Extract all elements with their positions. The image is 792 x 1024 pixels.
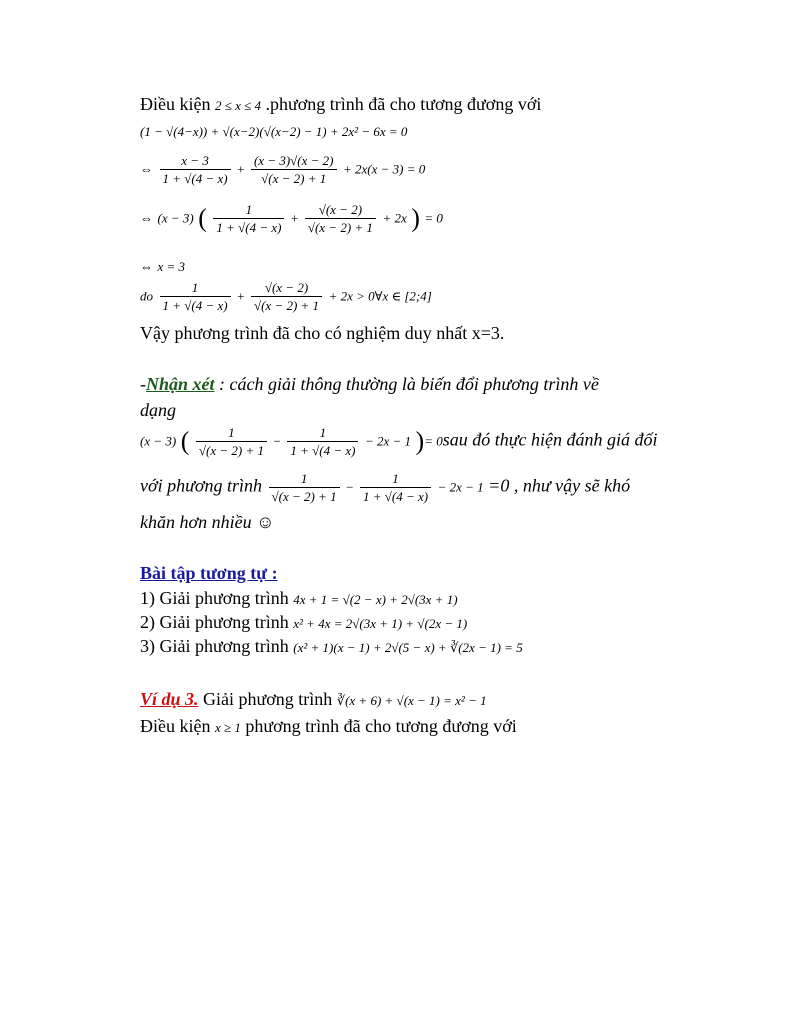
fraction [196, 424, 267, 459]
numerator: 1 [360, 470, 431, 488]
numerator: 1 [213, 201, 284, 219]
equation-tail: + 2x(x − 3) = 0 [343, 161, 426, 177]
denominator: √(x − 2) + 1 [253, 298, 320, 313]
fraction [251, 279, 322, 314]
note-line-1 [140, 374, 599, 395]
equation-end: = 0 [424, 210, 443, 226]
equation-tail: + 2x > 0∀x ∈ [2;4] [328, 288, 432, 304]
note-text: sau đó thực hiện đánh giá đối [442, 429, 658, 450]
do-label: do [140, 288, 153, 304]
equation-4 [140, 255, 185, 276]
note-equation-2: với phương trình $\frac{1}{√(x - 2) + 1}$ − $\frac{1}{1 + √(4 - x)}$ − 2x − 1 =0 , như vậy sẽ khó [140, 471, 631, 504]
numerator: x − 3 [160, 152, 231, 170]
equation-3: ⇔ (x − 3) ( $\frac{1}{1 + √(4 - x)}$ + $\frac{√(x - 2)}{√(x - 2) + 1}$ + 2x ) = 0 [140, 202, 443, 235]
exercise-math: 4x + 1 = √(2 − x) + 2√(3x + 1) [293, 592, 458, 607]
numerator: 1 [160, 279, 231, 297]
condition-math: 2 ≤ x ≤ 4 [214, 98, 262, 113]
denominator: √(x − 2) + 1 [198, 443, 264, 458]
example-condition [140, 716, 517, 737]
example-text: Giải phương trình [203, 689, 333, 709]
fraction [213, 201, 284, 236]
exercises-title: Bài tập tương tự : [140, 563, 278, 583]
denominator: 1 + √(4 − x) [162, 171, 228, 186]
numerator: √(x − 2) [251, 279, 322, 297]
exercise-math: (x² + 1)(x − 1) + 2√(5 − x) + ∛(2x − 1) = 5 [293, 640, 523, 655]
conclusion: Vậy phương trình đã cho có nghiệm duy nhất x=3. [140, 323, 505, 343]
equation-1: (1 − √(4−x)) + √(x−2)(√(x−2) − 1) + 2x² − 6x = 0 [140, 124, 408, 139]
condition-text: phương trình đã cho tương đương với [245, 716, 517, 736]
numerator: (x − 3)√(x − 2) [251, 152, 337, 170]
equation-tail: + 2x [382, 210, 407, 226]
solution-math: x = 3 [157, 259, 186, 274]
example-math: ∛(x + 6) + √(x − 1) = x² − 1 [336, 693, 487, 708]
fraction [251, 152, 337, 187]
fraction [360, 470, 431, 505]
factor: (x − 3) [140, 433, 177, 449]
equiv-arrow: ⇔ [140, 161, 153, 177]
example-3 [140, 689, 487, 710]
denominator: √(x − 2) + 1 [307, 220, 373, 235]
denominator: 1 + √(4 − x) [216, 220, 282, 235]
note-line-end: khăn hơn nhiều ☺ [140, 512, 275, 532]
numerator: 1 [196, 424, 267, 442]
fraction [269, 470, 340, 505]
note-line-2: dạng [140, 400, 176, 420]
equation-tail: − 2x − 1 [364, 433, 412, 449]
exercise-item [140, 612, 467, 633]
equiv-arrow: ⇔ [140, 259, 153, 274]
denominator: 1 + √(4 − x) [290, 443, 356, 458]
note-dash: - [140, 374, 146, 394]
equation-tail: − 2x − 1 [437, 479, 484, 495]
fraction [305, 201, 376, 236]
note-text: =0 , như vậy sẽ khó [488, 475, 631, 496]
exercise-item [140, 636, 523, 657]
note-equation: (x − 3) ( $\frac{1}{√(x - 2) + 1}$ − $\frac{1}{1 + √(4 - x)}$ − 2x − 1 )= 0sau đó thực hiện đánh giá đối [140, 425, 658, 458]
equation-5: do $\frac{1}{1 + √(4 - x)}$ + $\frac{√(x - 2)}{√(x - 2) + 1}$ + 2x > 0∀x ∈ [2;4] [140, 280, 432, 313]
example-heading: Ví dụ 3. [140, 689, 199, 709]
fraction [160, 279, 231, 314]
fraction [287, 424, 358, 459]
denominator: √(x − 2) + 1 [261, 171, 327, 186]
condition-math: x ≥ 1 [214, 720, 241, 735]
condition-label: Điều kiện [140, 94, 211, 114]
exercise-label: 1) Giải phương trình [140, 588, 289, 608]
fraction [160, 152, 231, 187]
numerator: 1 [287, 424, 358, 442]
numerator: √(x − 2) [305, 201, 376, 219]
denominator: 1 + √(4 − x) [362, 489, 429, 504]
numerator: 1 [269, 470, 340, 488]
factor: (x − 3) [157, 210, 194, 226]
condition-line [140, 94, 541, 115]
equation-end: = 0 [424, 433, 443, 449]
note-heading: Nhận xét [146, 374, 215, 394]
condition-label: Điều kiện [140, 716, 211, 736]
exercises-heading [140, 563, 278, 584]
exercise-math: x² + 4x = 2√(3x + 1) + √(2x − 1) [293, 616, 468, 631]
note-text: với phương trình [140, 475, 263, 496]
exercise-item [140, 588, 458, 609]
equiv-arrow: ⇔ [140, 210, 153, 226]
denominator: √(x − 2) + 1 [271, 489, 337, 504]
condition-text: .phương trình đã cho tương đương với [265, 94, 542, 114]
equation-2: ⇔ $\frac{x - 3}{1 + √(4 - x)}$ + $\frac{(x - 3)√(x - 2)}{√(x - 2) + 1}$ + 2x(x − 3) = 0 [140, 153, 426, 186]
denominator: 1 + √(4 − x) [162, 298, 228, 313]
exercise-label: 2) Giải phương trình [140, 612, 289, 632]
note-text: : cách giải thông thường là biến đổi phương trình về [219, 374, 599, 394]
exercise-label: 3) Giải phương trình [140, 636, 289, 656]
